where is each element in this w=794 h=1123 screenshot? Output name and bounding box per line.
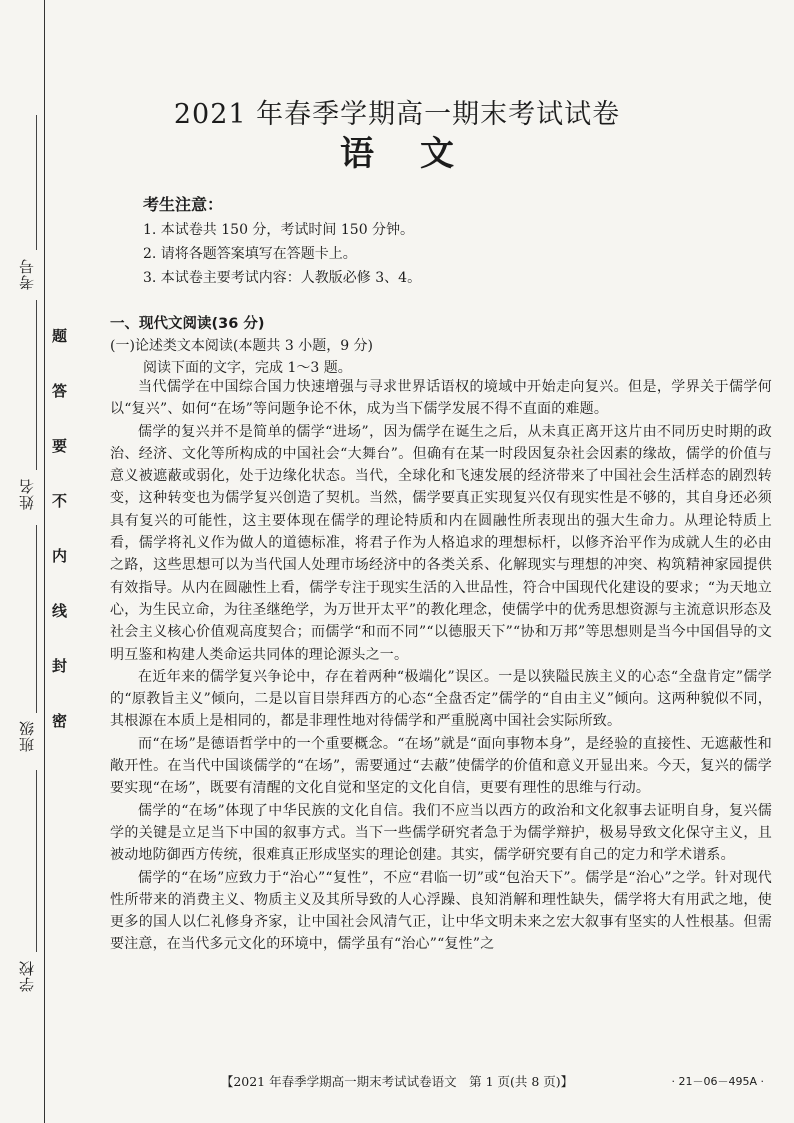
exam-number-label: 考号 <box>18 258 36 290</box>
name-label: 姓名 <box>18 478 36 510</box>
seal-char: 答 <box>52 382 68 400</box>
seal-char: 内 <box>52 547 68 565</box>
notice-item: 3. 本试卷主要考试内容：人教版必修 3、4。 <box>143 270 422 286</box>
subject-title: 语文 <box>340 134 500 174</box>
passage-paragraph: 儒学的“在场”应致力于“治心”“复性”，不应“君临一切”或“包治天下”。儒学是“治心”之学。针对现代性所带来的消费主义、物质主义及其所导致的人心浮躁、良知消解和理性缺失，儒学将大有用武之地，使更多的国人以仁礼修身齐家，让中国社会风清气正，让中华文明未来之宏大叙事有坚实的人性根基。但需要注意，在当代多元文化的环境中，儒学虽有“治心”“复性”之 <box>110 869 772 953</box>
school-field[interactable] <box>36 770 37 952</box>
reading-instruction: 阅读下面的文字，完成 1～3 题。 <box>143 360 352 376</box>
name-field[interactable] <box>36 300 37 470</box>
seal-char: 封 <box>52 657 68 675</box>
page-footer: 【2021 年春季学期高一期末考试试卷语文 第 1 页(共 8 页)】 <box>220 1074 574 1089</box>
school-label: 学校 <box>18 960 36 992</box>
class-label: 班级 <box>18 720 36 752</box>
subsection-title: (一)论述类文本阅读(本题共 3 小题，9 分) <box>110 338 374 354</box>
class-field[interactable] <box>36 525 37 713</box>
section-title: 一、现代文阅读(36 分) <box>110 316 265 332</box>
passage-paragraph: 儒学的复兴并不是简单的儒学“进场”，因为儒学在诞生之后，从未真正离开这片由不同历史时期的政治、经济、文化等所构成的中国社会“大舞台”。但确有在某一时段因复杂社会因素的缘故，儒学的价值与意义被遮蔽或弱化，处于边缘化状态。当代，全球化和飞速发展的经济带来了中国社会生活样态的剧烈转变，这种转变也为儒学复兴创造了契机。当然，儒学要真正实现复兴仅有现实性是不够的，其自身还必须具有复兴的可能性，这主要体现在儒学的理论特质和内在圆融性所表现出的强大生命力。从理论特质上看，儒学将礼义作为做人的道德标准，将君子作为人格追求的理想标杆，以修齐治平作为成就人生的必由之路，这些思想可以为当代国人处理市场经济中的各类关系、化解现实与理想的冲突、构筑精神家园提供有效指导。从内在圆融性上看，儒学专注于现实生活的入世品性，符合中国现代化建设的要求；“为天地立心，为生民立命，为往圣继绝学，为万世开太平”的教化理念，使儒学中的优秀思想资源与主流意识形态及社会主义核心价值观高度契合；而儒学“和而不同”“以德服天下”“协和万邦”等思想则是当今中国倡导的文明互鉴和构建人类命运共同体的理论源头之一。 <box>110 423 772 663</box>
notice-title: 考生注意： <box>143 195 224 214</box>
passage-paragraph: 儒学的“在场”体现了中华民族的文化自信。我们不应当以西方的政治和文化叙事去证明自身，复兴儒学的关键是立足当下中国的叙事方式。当下一些儒学研究者急于为儒学辩护，极易导致文化保守主义，且被动地防御西方传统，很难真正形成坚实的理论创建。其实，儒学研究要有自己的定力和学术谱系。 <box>110 802 772 864</box>
seal-char: 要 <box>52 437 68 455</box>
seal-char: 题 <box>52 327 68 345</box>
notice-item: 1. 本试卷共 150 分，考试时间 150 分钟。 <box>143 222 415 238</box>
passage-paragraph: 而“在场”是德语哲学中的一个重要概念。“在场”就是“面向事物本身”，是经验的直接性、无遮蔽性和敞开性。在当代中国谈儒学的“在场”，需要通过“去蔽”使儒学的价值和意义开显出来。今天，复兴的儒学要实现“在场”，既要有清醒的文化自觉和坚定的文化自信，更要有理性的思维与行动。 <box>110 735 772 797</box>
seal-char: 不 <box>52 492 68 510</box>
notice-item: 2. 请将各题答案填写在答题卡上。 <box>143 246 357 262</box>
passage-paragraph: 当代儒学在中国综合国力快速增强与寻求世界话语权的境域中开始走向复兴。但是，学界关于儒学何以“复兴”、如何“在场”等问题争论不休，成为当下儒学发展不得不直面的难题。 <box>110 379 772 418</box>
reading-passage <box>110 376 772 956</box>
paper-code: · 21－06－495A · <box>671 1075 764 1088</box>
passage-paragraph: 在近年来的儒学复兴争论中，存在着两种“极端化”误区。一是以狭隘民族主义的心态“全盘肯定”儒学的“原教旨主义”倾向，二是以盲目崇拜西方的心态“全盘否定”儒学的“自由主义”倾向。这两种貌似不同，其根源在本质上是相同的，都是非理性地对待儒学和严重脱离中国社会实际所致。 <box>110 668 772 730</box>
seal-char: 密 <box>52 712 68 730</box>
exam-title: 2021 年春季学期高一期末考试试卷 <box>173 99 621 130</box>
seal-char: 线 <box>52 602 68 620</box>
